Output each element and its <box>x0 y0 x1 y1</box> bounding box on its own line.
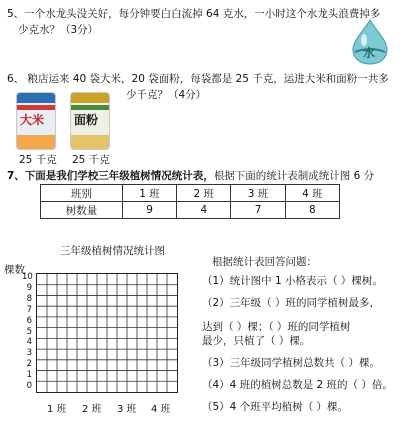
q5-line2: 少克水？（3分） <box>18 24 99 36</box>
table-cell: 2 班 <box>177 185 231 202</box>
rice-bag-label: 大米 <box>20 113 45 127</box>
question-3: （3）三年级同学植树总数共（ ）棵。 <box>202 357 381 369</box>
x-category-label: 4 班 <box>151 404 171 415</box>
q7-heading <box>7 168 374 184</box>
table-cell: 班别 <box>41 185 123 202</box>
rice-weight: 25 千克 <box>19 154 57 166</box>
flour-bag-image <box>70 92 110 150</box>
y-tick-label: 8 <box>26 293 32 304</box>
flour-bag-label: 面粉 <box>74 113 99 127</box>
y-tick-label: 9 <box>26 282 32 293</box>
table-cell: 1 班 <box>122 185 176 202</box>
flour-weight: 25 千克 <box>72 154 110 166</box>
table-cell: 7 <box>231 202 285 219</box>
y-tick-label: 0 <box>26 381 32 392</box>
question-2-cont: 达到（ ）棵；（ ）班的同学植树 <box>202 321 351 333</box>
y-tick-label: 4 <box>26 337 32 348</box>
q6-line1: 6、 粮店运来 40 袋大米，20 袋面粉，每袋都是 25 千克，运进大米和面粉一共多 <box>7 73 389 85</box>
question-4: （4）4 班的植树总数是 2 班的（ ）倍。 <box>202 379 393 391</box>
y-tick-label: 3 <box>26 348 32 359</box>
water-drop-icon <box>347 18 393 66</box>
table-cell: 8 <box>285 202 339 219</box>
y-tick-label: 7 <box>26 304 32 315</box>
table-cell: 4 班 <box>285 185 339 202</box>
table-cell: 9 <box>122 202 176 219</box>
x-category-label: 1 班 <box>47 404 67 415</box>
q5-line1: 5、一个水龙头没关好，每分钟要白白流掉 64 克水，一小时这个水龙头浪费掉多 <box>7 8 381 20</box>
table-row <box>41 202 340 219</box>
table-header-row <box>41 185 340 202</box>
y-tick-label: 5 <box>26 326 32 337</box>
rice-bag-image <box>16 92 56 150</box>
water-char: 水 <box>363 46 376 60</box>
q7-heading-rest: 根据下面的统计表制成统计图 6 分 <box>213 170 375 182</box>
question-2-cont2: 最少，只植了（ ）棵。 <box>202 335 311 347</box>
y-tick-label: 10 <box>22 272 33 282</box>
table-cell: 3 班 <box>231 185 285 202</box>
chart-title: 三年级植树情况统计图 <box>60 245 165 257</box>
chart-grid <box>36 273 178 393</box>
x-category-label: 2 班 <box>82 404 102 415</box>
q6-line2: 少千克？（4分） <box>126 89 207 101</box>
q7-heading-bold: 7、下面是我们学校三年级植树情况统计表， <box>7 170 214 182</box>
y-axis-label: 棵数 <box>4 264 25 276</box>
y-tick-label: 2 <box>26 359 32 370</box>
x-category-label: 3 班 <box>117 404 137 415</box>
table-cell: 树数量 <box>41 202 123 219</box>
question-5: （5）4 个班平均植树（ ）棵。 <box>202 401 349 413</box>
y-tick-label: 1 <box>26 370 32 381</box>
y-tick-label: 6 <box>26 315 32 326</box>
questions-intro: 根据统计表回答问题： <box>212 256 317 268</box>
table-cell: 4 <box>177 202 231 219</box>
stats-table <box>40 184 340 219</box>
question-2: （2）三年级（ ）班的同学植树最多， <box>202 297 381 309</box>
question-1: （1）统计图中 1 小格表示（ ）棵树。 <box>202 275 383 287</box>
